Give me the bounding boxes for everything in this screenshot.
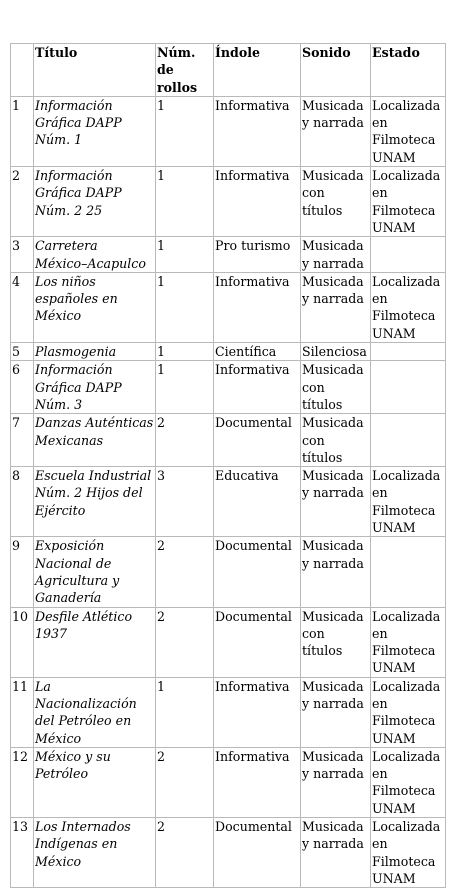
row-reels: 2 (156, 414, 214, 467)
table-row (11, 537, 446, 607)
table-row (11, 747, 446, 817)
row-reels: 3 (156, 467, 214, 537)
table-row (11, 467, 446, 537)
row-status (371, 537, 446, 607)
row-sound: Musicada y narrada (301, 272, 371, 342)
row-type: Informativa (214, 747, 301, 817)
table-row (11, 607, 446, 677)
row-reels: 1 (156, 237, 214, 273)
row-reels: 1 (156, 167, 214, 237)
row-title: Carretera México–Acapulco (34, 237, 156, 273)
row-number: 5 (11, 343, 34, 361)
row-status (371, 414, 446, 467)
row-reels: 2 (156, 747, 214, 817)
row-title: Información Gráfica DAPP Núm. 2 25 (34, 167, 156, 237)
row-title: Danzas Auténticas Mexicanas (34, 414, 156, 467)
header-sound: Sonido (301, 44, 371, 97)
row-status: Localizada en Filmoteca UNAM (371, 467, 446, 537)
header-title: Título (34, 44, 156, 97)
row-sound: Musicada y narrada (301, 818, 371, 888)
row-sound: Musicada y narrada (301, 677, 371, 747)
row-number: 1 (11, 96, 34, 166)
row-number: 2 (11, 167, 34, 237)
row-title: La Nacionalización del Petróleo en México (34, 677, 156, 747)
row-status: Localizada en Filmoteca UNAM (371, 677, 446, 747)
table-row (11, 818, 446, 888)
row-status (371, 343, 446, 361)
row-sound: Musicada con títulos (301, 361, 371, 414)
row-sound: Musicada y narrada (301, 537, 371, 607)
row-sound: Musicada con títulos (301, 167, 371, 237)
row-number: 13 (11, 818, 34, 888)
table-row (11, 237, 446, 273)
row-status: Localizada en Filmoteca UNAM (371, 747, 446, 817)
row-title: Plasmogenia (34, 343, 156, 361)
row-type: Científica (214, 343, 301, 361)
row-number: 9 (11, 537, 34, 607)
table-row (11, 677, 446, 747)
row-reels: 1 (156, 96, 214, 166)
row-reels: 2 (156, 818, 214, 888)
header-status: Estado (371, 44, 446, 97)
row-reels: 1 (156, 677, 214, 747)
row-reels: 1 (156, 343, 214, 361)
table-row (11, 96, 446, 166)
row-status (371, 237, 446, 273)
header-row (11, 44, 446, 97)
row-number: 3 (11, 237, 34, 273)
row-type: Pro turismo (214, 237, 301, 273)
row-type: Documental (214, 607, 301, 677)
row-title: Desfile Atlético 1937 (34, 607, 156, 677)
table-row (11, 343, 446, 361)
row-number: 12 (11, 747, 34, 817)
row-status: Localizada en Filmoteca UNAM (371, 272, 446, 342)
row-title: Los Internados Indígenas en México (34, 818, 156, 888)
row-title: México y su Petróleo (34, 747, 156, 817)
row-sound: Musicada y narrada (301, 237, 371, 273)
table-row (11, 272, 446, 342)
row-number: 6 (11, 361, 34, 414)
films-table (10, 43, 446, 888)
row-status: Localizada en Filmoteca UNAM (371, 167, 446, 237)
row-title: Los niños españoles en México (34, 272, 156, 342)
header-reels: Núm. de rollos (156, 44, 214, 97)
row-title: Información Gráfica DAPP Núm. 3 (34, 361, 156, 414)
row-reels: 1 (156, 361, 214, 414)
row-status: Localizada en Filmoteca UNAM (371, 607, 446, 677)
row-sound: Musicada con títulos (301, 607, 371, 677)
table-row (11, 414, 446, 467)
row-type: Educativa (214, 467, 301, 537)
row-title: Exposición Nacional de Agricultura y Ganadería (34, 537, 156, 607)
row-status: Localizada en Filmoteca UNAM (371, 96, 446, 166)
row-sound: Silenciosa (301, 343, 371, 361)
row-type: Documental (214, 414, 301, 467)
row-number: 7 (11, 414, 34, 467)
row-sound: Musicada y narrada (301, 467, 371, 537)
row-sound: Musicada con títulos (301, 414, 371, 467)
header-type: Índole (214, 44, 301, 97)
row-status (371, 361, 446, 414)
table-row (11, 167, 446, 237)
table-row (11, 361, 446, 414)
row-title: Escuela Industrial Núm. 2 Hijos del Ejército (34, 467, 156, 537)
row-type: Informativa (214, 96, 301, 166)
row-reels: 1 (156, 272, 214, 342)
row-sound: Musicada y narrada (301, 747, 371, 817)
row-reels: 2 (156, 537, 214, 607)
header-number (11, 44, 34, 97)
row-number: 10 (11, 607, 34, 677)
row-reels: 2 (156, 607, 214, 677)
row-type: Informativa (214, 272, 301, 342)
row-type: Documental (214, 537, 301, 607)
row-title: Información Gráfica DAPP Núm. 1 (34, 96, 156, 166)
row-type: Informativa (214, 167, 301, 237)
row-sound: Musicada y narrada (301, 96, 371, 166)
row-status: Localizada en Filmoteca UNAM (371, 818, 446, 888)
row-number: 11 (11, 677, 34, 747)
row-type: Documental (214, 818, 301, 888)
row-type: Informativa (214, 677, 301, 747)
row-type: Informativa (214, 361, 301, 414)
row-number: 4 (11, 272, 34, 342)
row-number: 8 (11, 467, 34, 537)
